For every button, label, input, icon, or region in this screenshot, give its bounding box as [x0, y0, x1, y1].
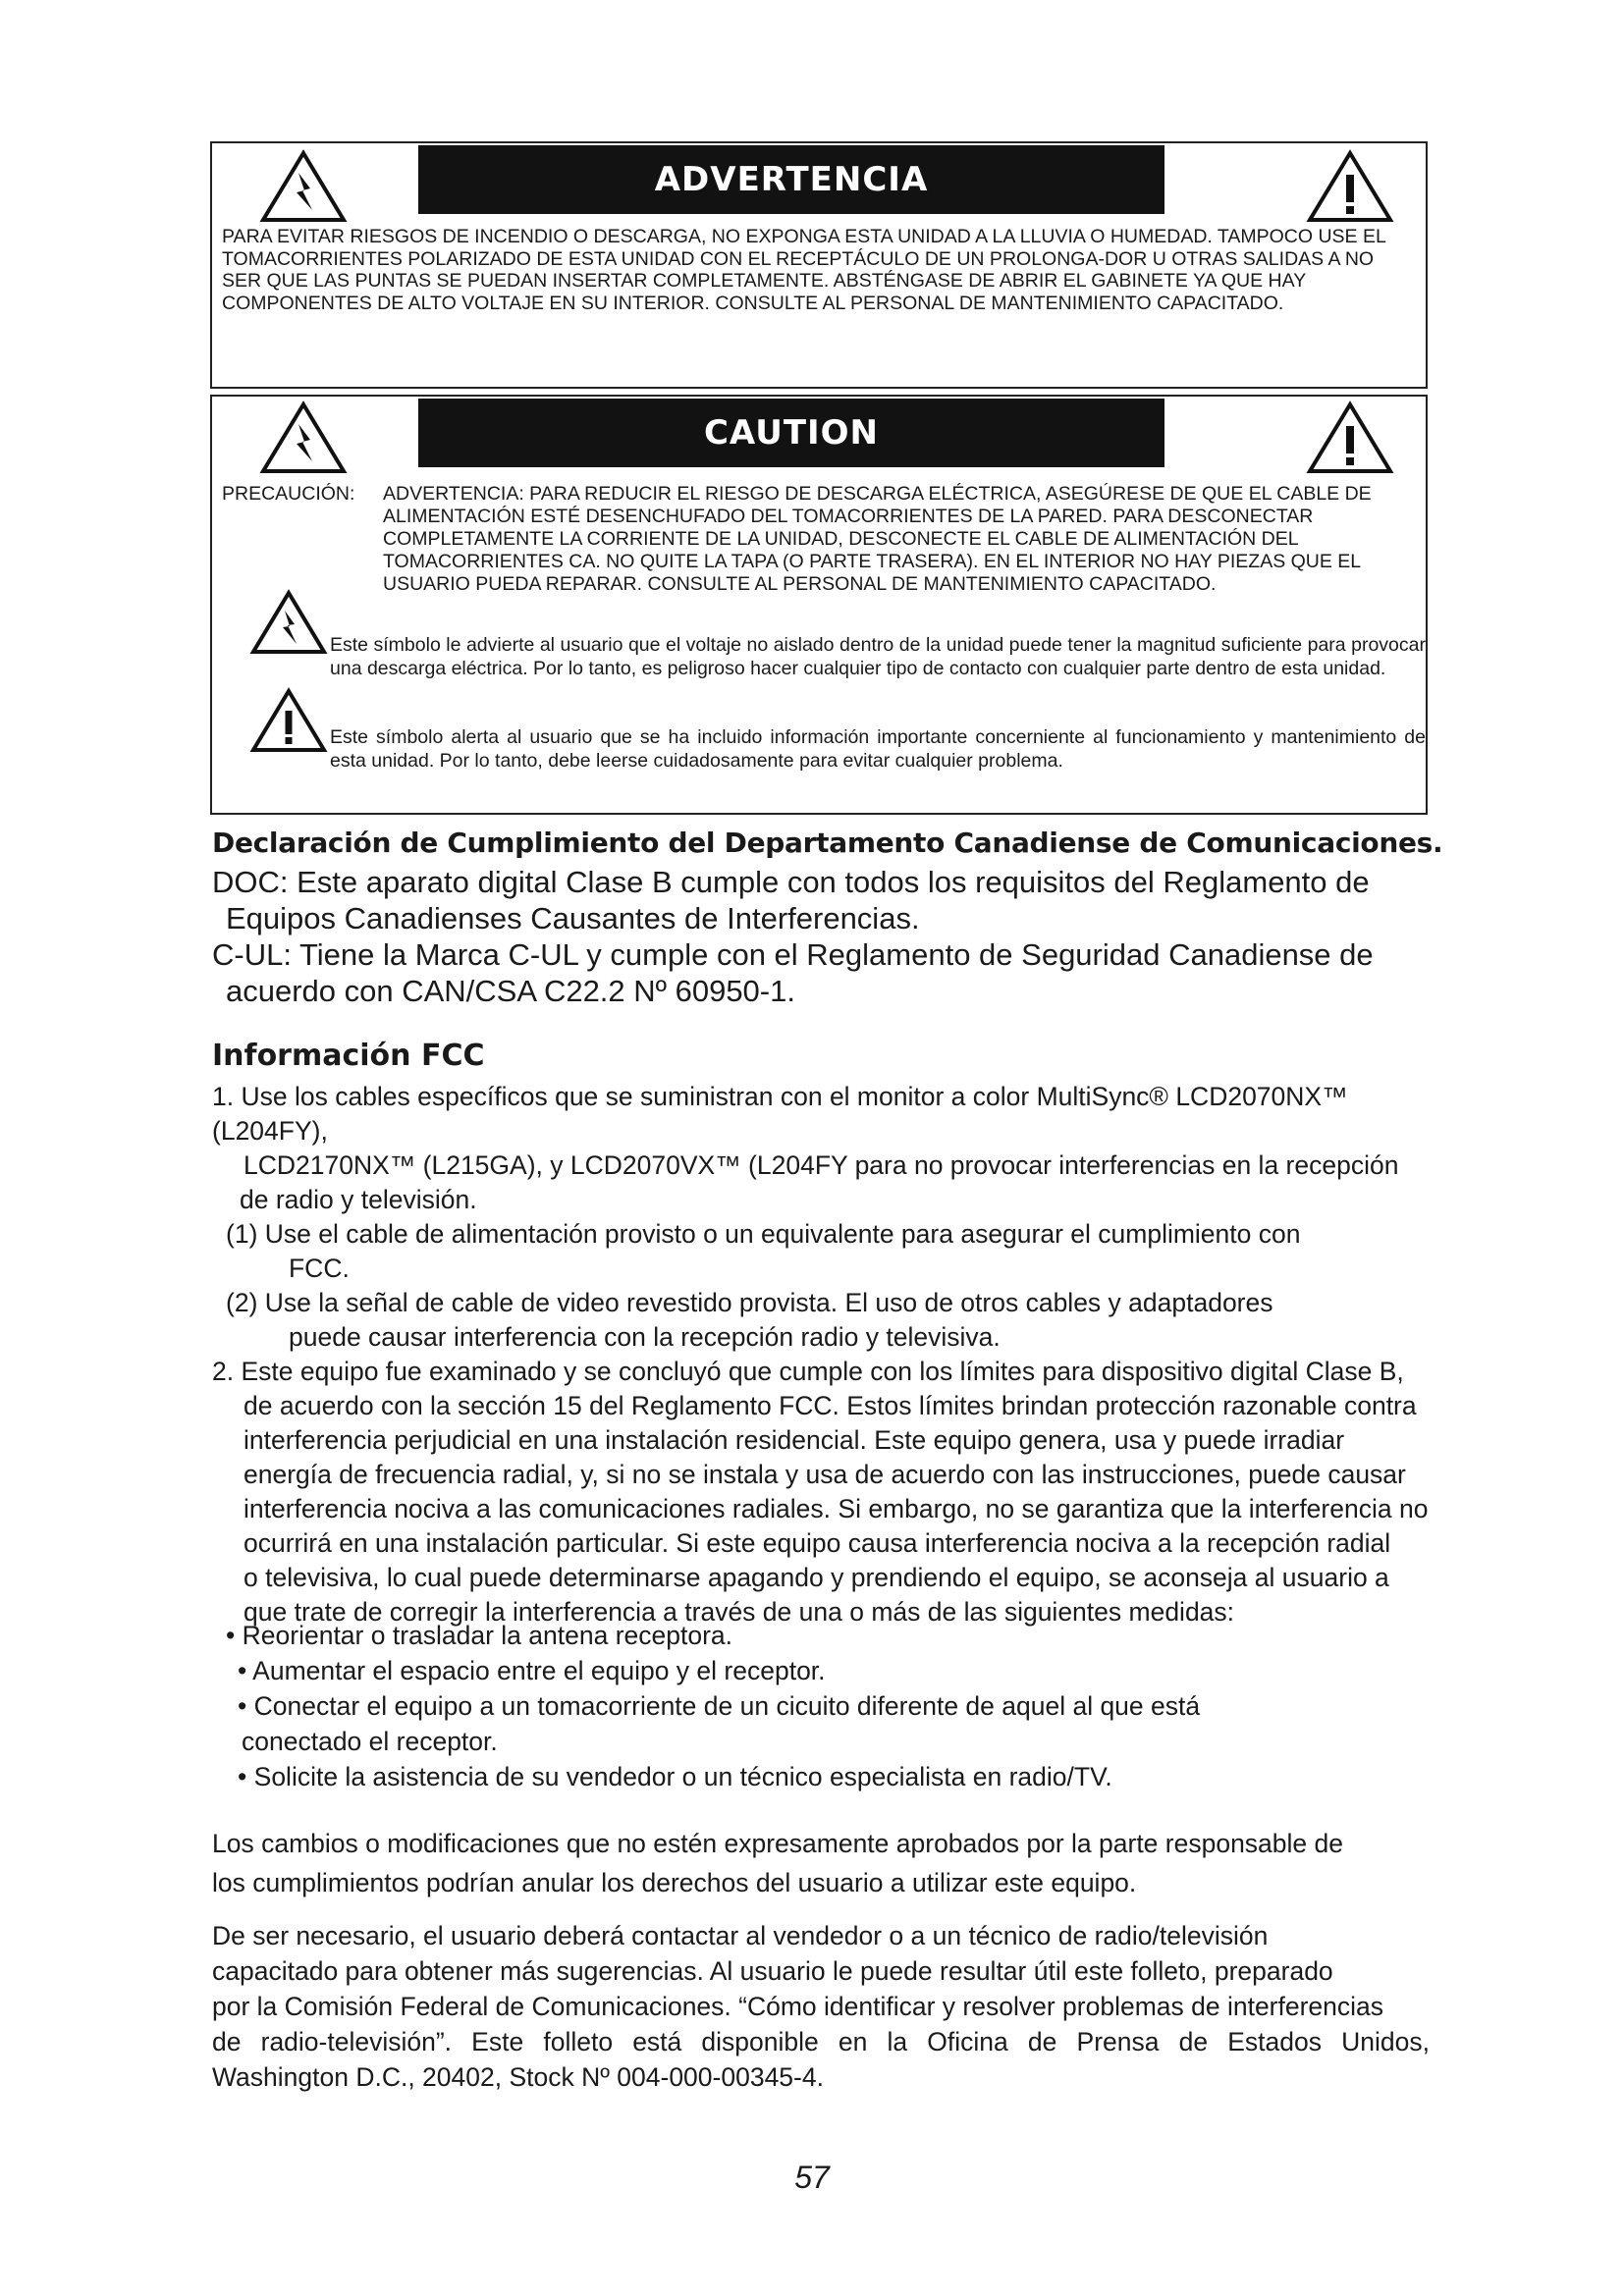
fcc-line: ocurrirá en una instalación particular. Si este equipo causa interferencia nociva a la recepción radial	[244, 1528, 1391, 1558]
fcc-line: FCC.	[289, 1254, 350, 1283]
fcc-line: 1. Use los cables específicos que se suministran con el monitor a color MultiSync® LCD2070NX™ (L204FY),	[212, 1082, 1348, 1146]
fcc-line: o televisiva, lo cual puede determinarse apagando y prendiendo el equipo, se aconseja al usuario a	[244, 1563, 1389, 1592]
para-line: Los cambios o modificaciones que no estén expresamente aprobados por la parte responsable de	[212, 1829, 1343, 1858]
fcc-item-1	[212, 1080, 1430, 1629]
fcc-bullet-list	[226, 1618, 1424, 1794]
fcc-line: (1) Use el cable de alimentación provisto o un equivalente para asegurar el cumplimiento con	[226, 1219, 1301, 1249]
lightning-symbol-text: Este símbolo le advierte al usuario que el voltaje no aislado dentro de la unidad puede tener la magnitud suficiente para provocar una descarga eléctrica. Por lo tanto, es peligroso hacer cualquier tipo de contacto con cualquier parte dentro de esta unidad.	[330, 634, 1426, 679]
lightning-warning-icon	[259, 400, 348, 475]
exclamation-warning-icon	[1306, 149, 1394, 224]
para-line: Washington D.C., 20402, Stock Nº 004-000-00345-4.	[212, 2062, 824, 2092]
list-item: conectado el receptor.	[242, 1727, 498, 1756]
page-number: 57	[794, 2160, 830, 2195]
fcc-line: energía de frecuencia radial, y, si no se instala y usa de acuerdo con las instrucciones, puede causar	[244, 1460, 1406, 1489]
caution-title: CAUTION	[418, 399, 1164, 467]
cul-line: C-UL: Tiene la Marca C-UL y cumple con el Reglamento de Seguridad Canadiense de	[212, 937, 1374, 972]
cul-line: acuerdo con CAN/CSA C22.2 Nº 60950-1.	[226, 974, 795, 1008]
fcc-line: interferencia perjudicial en una instalación residencial. Este equipo genera, usa y puede irradiar	[244, 1425, 1345, 1455]
lightning-symbol-icon	[249, 589, 328, 661]
lightning-warning-icon	[259, 149, 348, 224]
para-line: de radio-televisión”. Este folleto está disponible en la Oficina de Prensa de Estados Unidos,	[212, 2027, 1430, 2056]
fcc-line: de radio y televisión.	[240, 1185, 477, 1214]
para-line: De ser necesario, el usuario deberá contactar al vendedor o a un técnico de radio/televisión	[212, 1921, 1269, 1950]
fcc-line: puede causar interferencia con la recepción radio y televisiva.	[289, 1322, 1001, 1352]
fcc-line: 2. Este equipo fue examinado y se concluyó que cumple con los límites para dispositivo digital Clase B,	[212, 1357, 1404, 1386]
fcc-paragraph-booklet	[212, 1918, 1430, 2095]
doc-statement	[212, 864, 1420, 1009]
para-line: capacitado para obtener más sugerencias. Al usuario le puede resultar útil este folleto, preparado	[212, 1956, 1333, 1986]
advertencia-box	[210, 141, 1428, 389]
caution-box	[210, 395, 1428, 815]
fcc-line: interferencia nociva a las comunicaciones radiales. Si embargo, no se garantiza que la interferencia no	[244, 1494, 1429, 1523]
para-line: los cumplimientos podrían anular los derechos del usuario a utilizar este equipo.	[212, 1868, 1137, 1897]
precaucion-label: PRECAUCIÓN:	[222, 483, 355, 505]
fcc-line: LCD2170NX™ (L215GA), y LCD2070VX™ (L204FY para no provocar interferencias en la recepción	[244, 1150, 1399, 1180]
doc-line: Equipos Canadienses Causantes de Interferencias.	[226, 901, 920, 935]
advertencia-text: PARA EVITAR RIESGOS DE INCENDIO O DESCARGA, NO EXPONGA ESTA UNIDAD A LA LLUVIA O HUMEDAD. TAMPOCO USE EL TOMACORRIENTES POLARIZADO DE ESTA UNIDAD CON EL RECEPTÁCULO DE UN PROLONGA-DOR U OTRAS SALIDAS A NO SER QUE LAS PUNTAS SE PUEDAN INSERTAR COMPLETAMENTE. ABSTÉNGASE DE ABRIR EL GABINETE YA QUE HAY COMPONENTES DE ALTO VOLTAJE EN SU INTERIOR. CONSULTE AL PERSONAL DE MANTENIMIENTO CAPACITADO.	[222, 226, 1386, 314]
advertencia-title: ADVERTENCIA	[418, 145, 1164, 214]
exclamation-symbol-text: Este símbolo alerta al usuario que se ha incluido información importante concerniente al funcionamiento y mantenimiento de esta unidad. Por lo tanto, debe leerse cuidadosamente para evitar cualquier problema.	[330, 726, 1426, 772]
para-line: por la Comisión Federal de Comunicaciones. “Cómo identificar y resolver problemas de interferencias	[212, 1992, 1384, 2021]
fcc-heading: Información FCC	[212, 1039, 485, 1073]
fcc-line: que trate de corregir la interferencia a través de una o más de las siguientes medidas:	[244, 1597, 1235, 1627]
precaucion-text: ADVERTENCIA: PARA REDUCIR EL RIESGO DE DESCARGA ELÉCTRICA, ASEGÚRESE DE QUE EL CABLE DE ALIMENTACIÓN ESTÉ DESENCHUFADO DEL TOMACORRIENTES DE LA PARED. PARA DESCONECTAR COMPLETAMENTE LA CORRIENTE DE LA UNIDAD, DESCONECTE EL CABLE DE ALIMENTACIÓN DEL TOMACORRIENTES CA. NO QUITE LA TAPA (O PARTE TRASERA). EN EL INTERIOR NO HAY PIEZAS QUE EL USUARIO PUEDA REPARAR. CONSULTE AL PERSONAL DE MANTENIMIENTO CAPACITADO.	[383, 483, 1372, 595]
list-item: • Reorientar o trasladar la antena receptora.	[226, 1621, 733, 1650]
doc-line: DOC: Este aparato digital Clase B cumple con todos los requisitos del Reglamento de	[212, 865, 1370, 899]
list-item: • Solicite la asistencia de su vendedor o un técnico especialista en radio/TV.	[238, 1762, 1112, 1791]
exclamation-symbol-icon	[249, 687, 328, 759]
fcc-paragraph-changes	[212, 1824, 1430, 1902]
exclamation-warning-icon	[1306, 400, 1394, 475]
fcc-line: (2) Use la señal de cable de video revestido provista. El uso de otros cables y adaptadores	[226, 1288, 1273, 1317]
fcc-line: de acuerdo con la sección 15 del Reglamento FCC. Estos límites brindan protección razonable contra	[244, 1391, 1417, 1420]
list-item: • Conectar el equipo a un tomacorriente de un cicuito diferente de aquel al que está	[238, 1691, 1201, 1721]
doc-heading: Declaración de Cumplimiento del Departamento Canadiense de Comunicaciones.	[212, 827, 1443, 859]
list-item: • Aumentar el espacio entre el equipo y el receptor.	[238, 1656, 826, 1685]
